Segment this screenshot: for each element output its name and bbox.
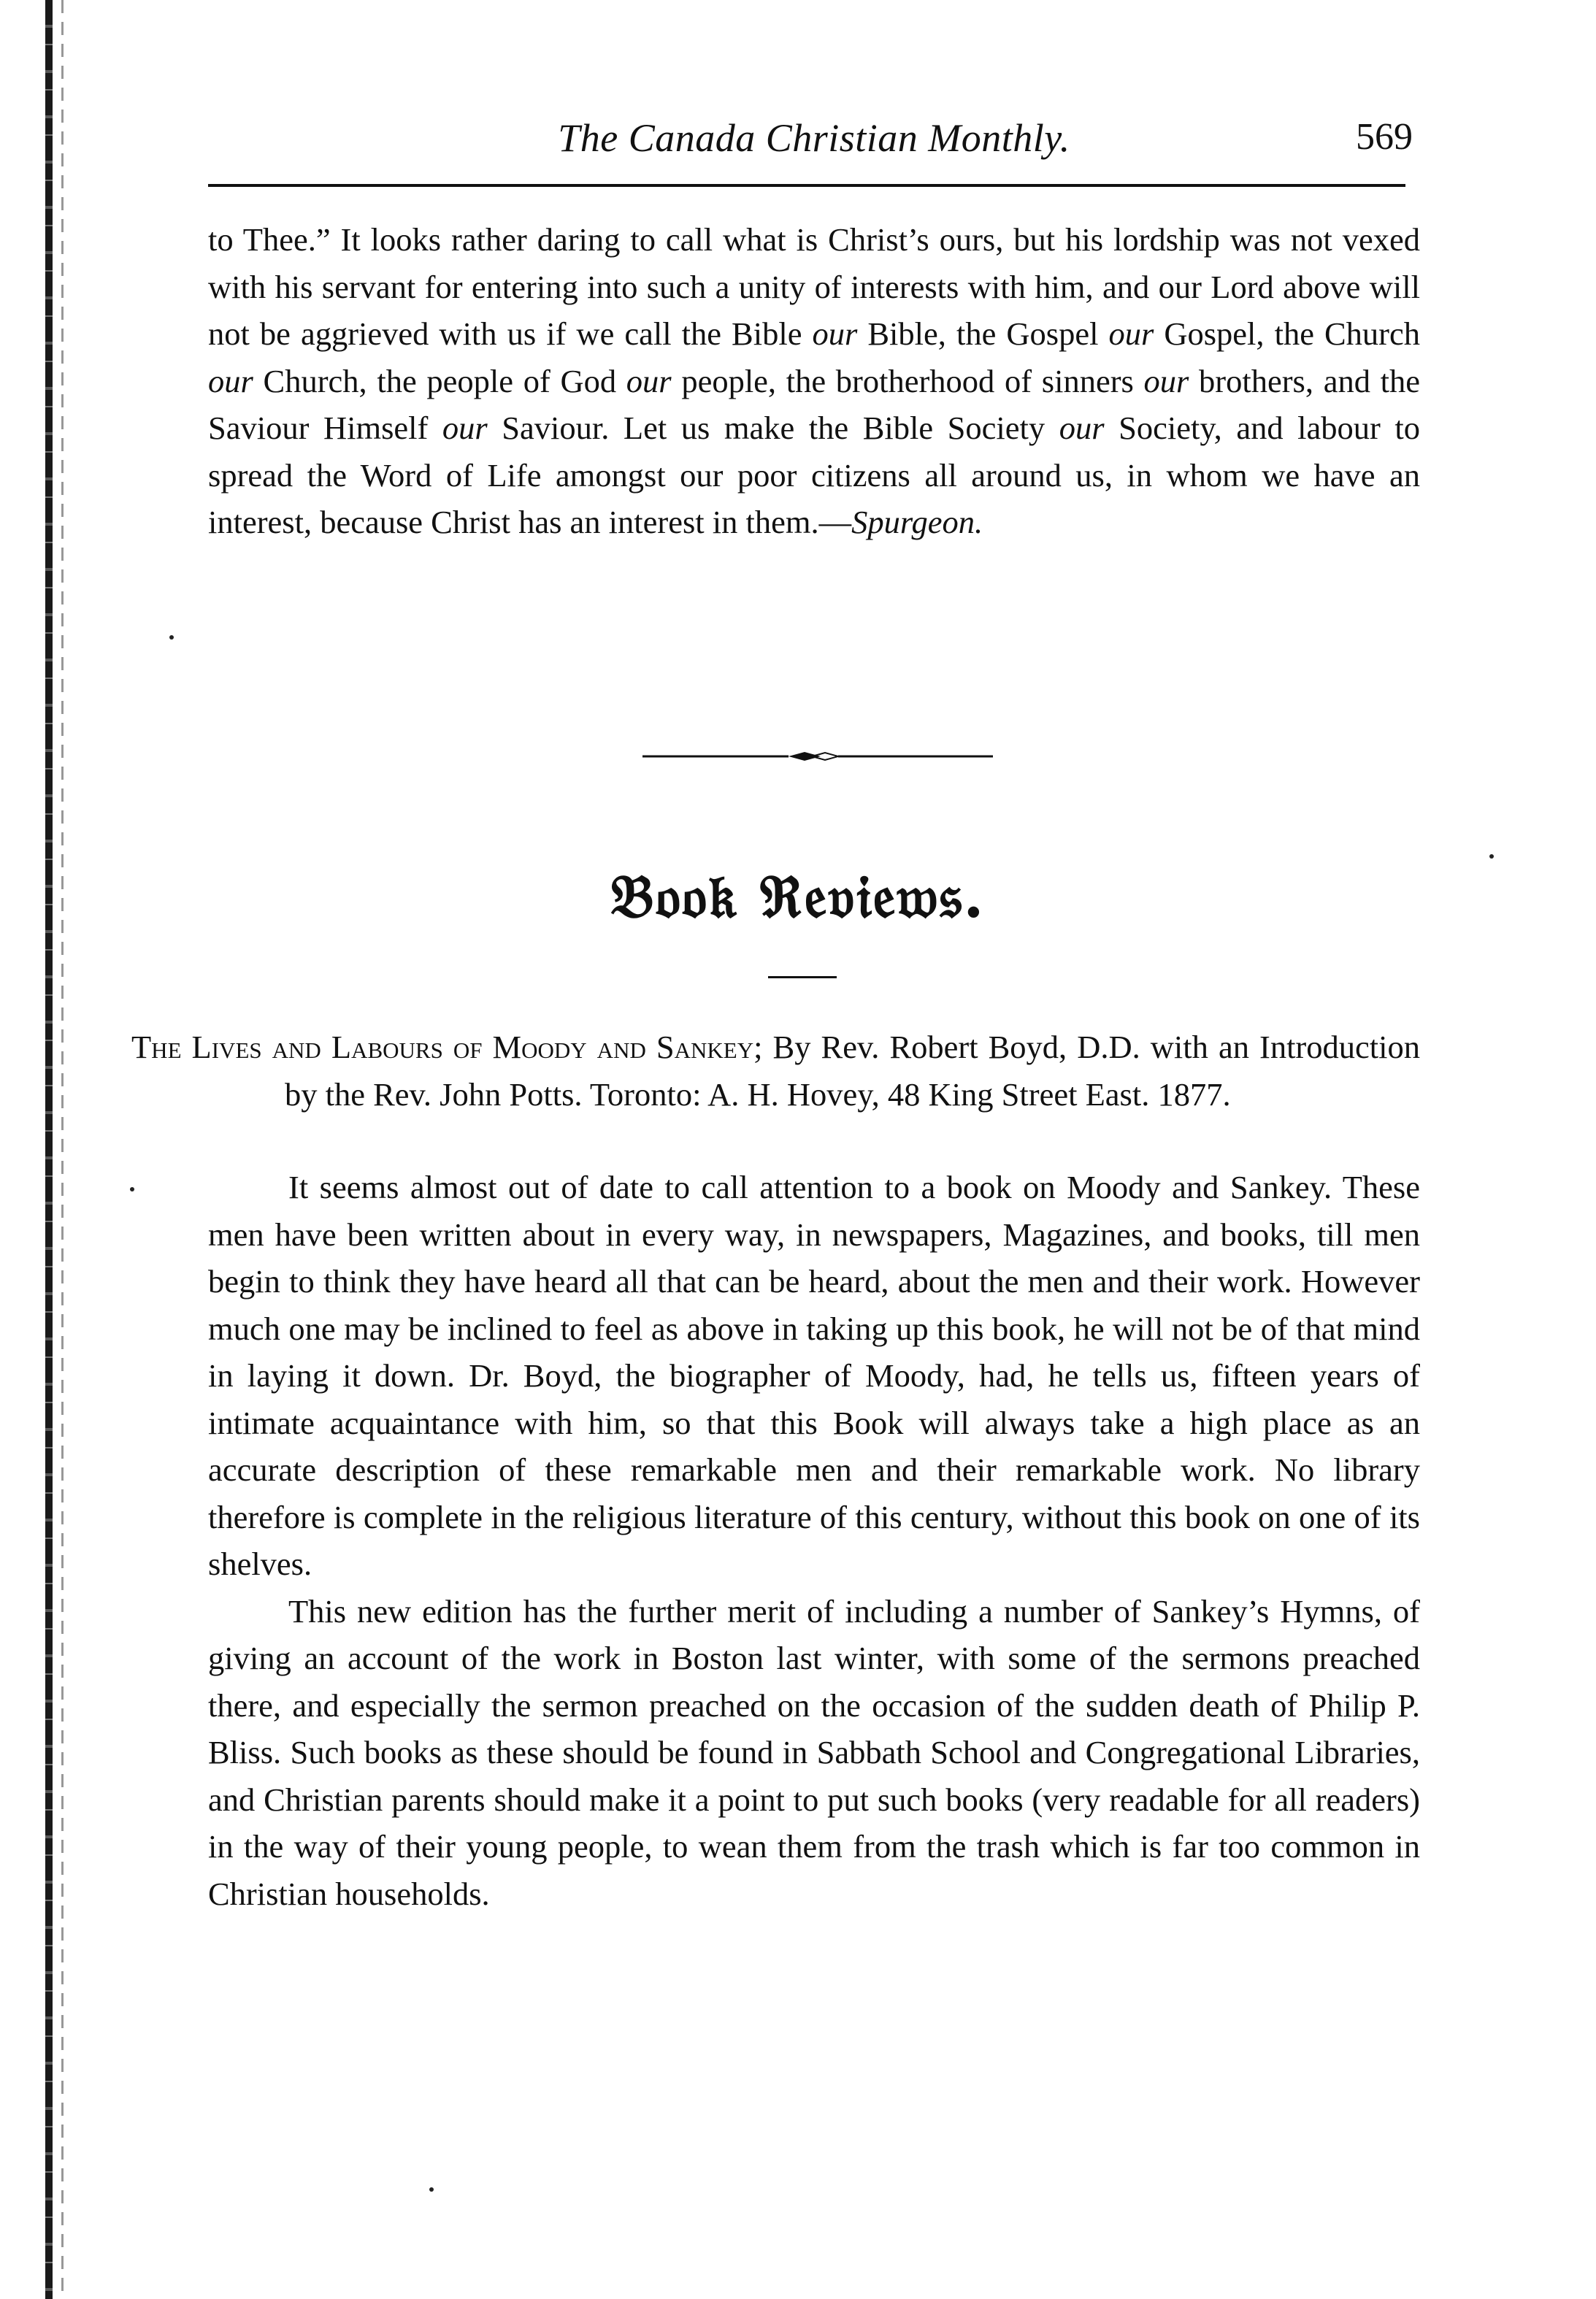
opening-segment: Gospel, the Church (1154, 315, 1421, 352)
opening-segment: Saviour. Let us make the Bible Society (487, 410, 1059, 446)
opening-segment: people, the brotherhood of sinners (671, 362, 1144, 399)
running-title: The Canada Christian Monthly. (558, 116, 1070, 160)
opening-segment: Church, the people of God (253, 362, 626, 399)
book-title: The Lives and Labours of Moody and Sankey (131, 1029, 754, 1065)
emphasis-our: our (1059, 410, 1105, 446)
binding-shadow (61, 0, 64, 2299)
page-header (208, 110, 1420, 168)
opening-text (208, 216, 1420, 546)
opening-paragraph (208, 216, 1420, 546)
review-body (208, 1164, 1420, 1917)
print-speck (1489, 854, 1494, 859)
emphasis-our: our (812, 315, 858, 352)
binding-edge (45, 0, 53, 2299)
header-rule (208, 184, 1405, 187)
heading-rule (768, 976, 837, 978)
opening-lead: to Thee.” It looks rather daring to call what is Christ’s ours, but his lordship was not vexed with his servant for entering into such a unity of interests with him, and our Lord above will not be aggrieved with us if we call the Bible (208, 221, 1420, 352)
emphasis-our: our (626, 362, 672, 399)
print-speck (169, 635, 174, 640)
emphasis-our: our (1143, 362, 1189, 399)
print-speck (429, 2187, 434, 2192)
emphasis-our: our (442, 410, 488, 446)
opening-segment: Bible, the Gospel (857, 315, 1109, 352)
emphasis-our: our (208, 362, 253, 399)
section-heading: 𝔅𝔬𝔬𝔨 ℜ𝔢𝔳𝔦𝔢𝔴𝔰. (610, 861, 986, 932)
section-ornament (642, 749, 993, 764)
citation-details: ; By Rev. Robert Boyd, D.D. with an Introduction by the Rev. John Potts. Toronto: A. H. Hovey, 48 King Street East. 1877. (285, 1029, 1420, 1113)
print-speck (130, 1187, 134, 1191)
page-number: 569 (1356, 116, 1413, 158)
emphasis-our: our (1108, 315, 1154, 352)
opening-segment: Society, and labour to spread the Word of Life amongst our poor citizens all around us, in whom we have an interest, because Christ has an interest in them.— (208, 410, 1421, 540)
author-signature: Spurgeon. (851, 504, 983, 540)
opening-segment: brothers, and the Saviour Himself (208, 362, 1420, 446)
book-citation (131, 1024, 1420, 1118)
review-paragraph-1: It seems almost out of date to call attention to a book on Moody and Sankey. These men have been written about in every way, in newspapers, Magazines, and books, till men begin to think they have heard all that can be heard, about the men and their work. However much one may be inclined to feel as above in taking up this book, he will not be of that mind in laying it down. Dr. Boyd, the biographer of Moody, had, he tells us, fifteen years of intimate acquaintance with him, so that this Book will always take a high place as an accurate description of these remarkable men and their remarkable work. No library therefore is complete in the religious literature of this century, without this book on one of its shelves. (208, 1169, 1420, 1582)
review-paragraph-2: This new edition has the further merit of including a number of Sankey’s Hymns, of giving an account of the work in Boston last winter, with some of the sermons preached there, and especially the sermon preached on the occasion of the sudden death of Philip P. Bliss. Such books as these should be found in Sabbath School and Congregational Libraries, and Christian parents should make it a point to put such books (very readable for all readers) in the way of their young people, to wean them from the trash which is far too common in Christian households. (208, 1592, 1420, 1912)
